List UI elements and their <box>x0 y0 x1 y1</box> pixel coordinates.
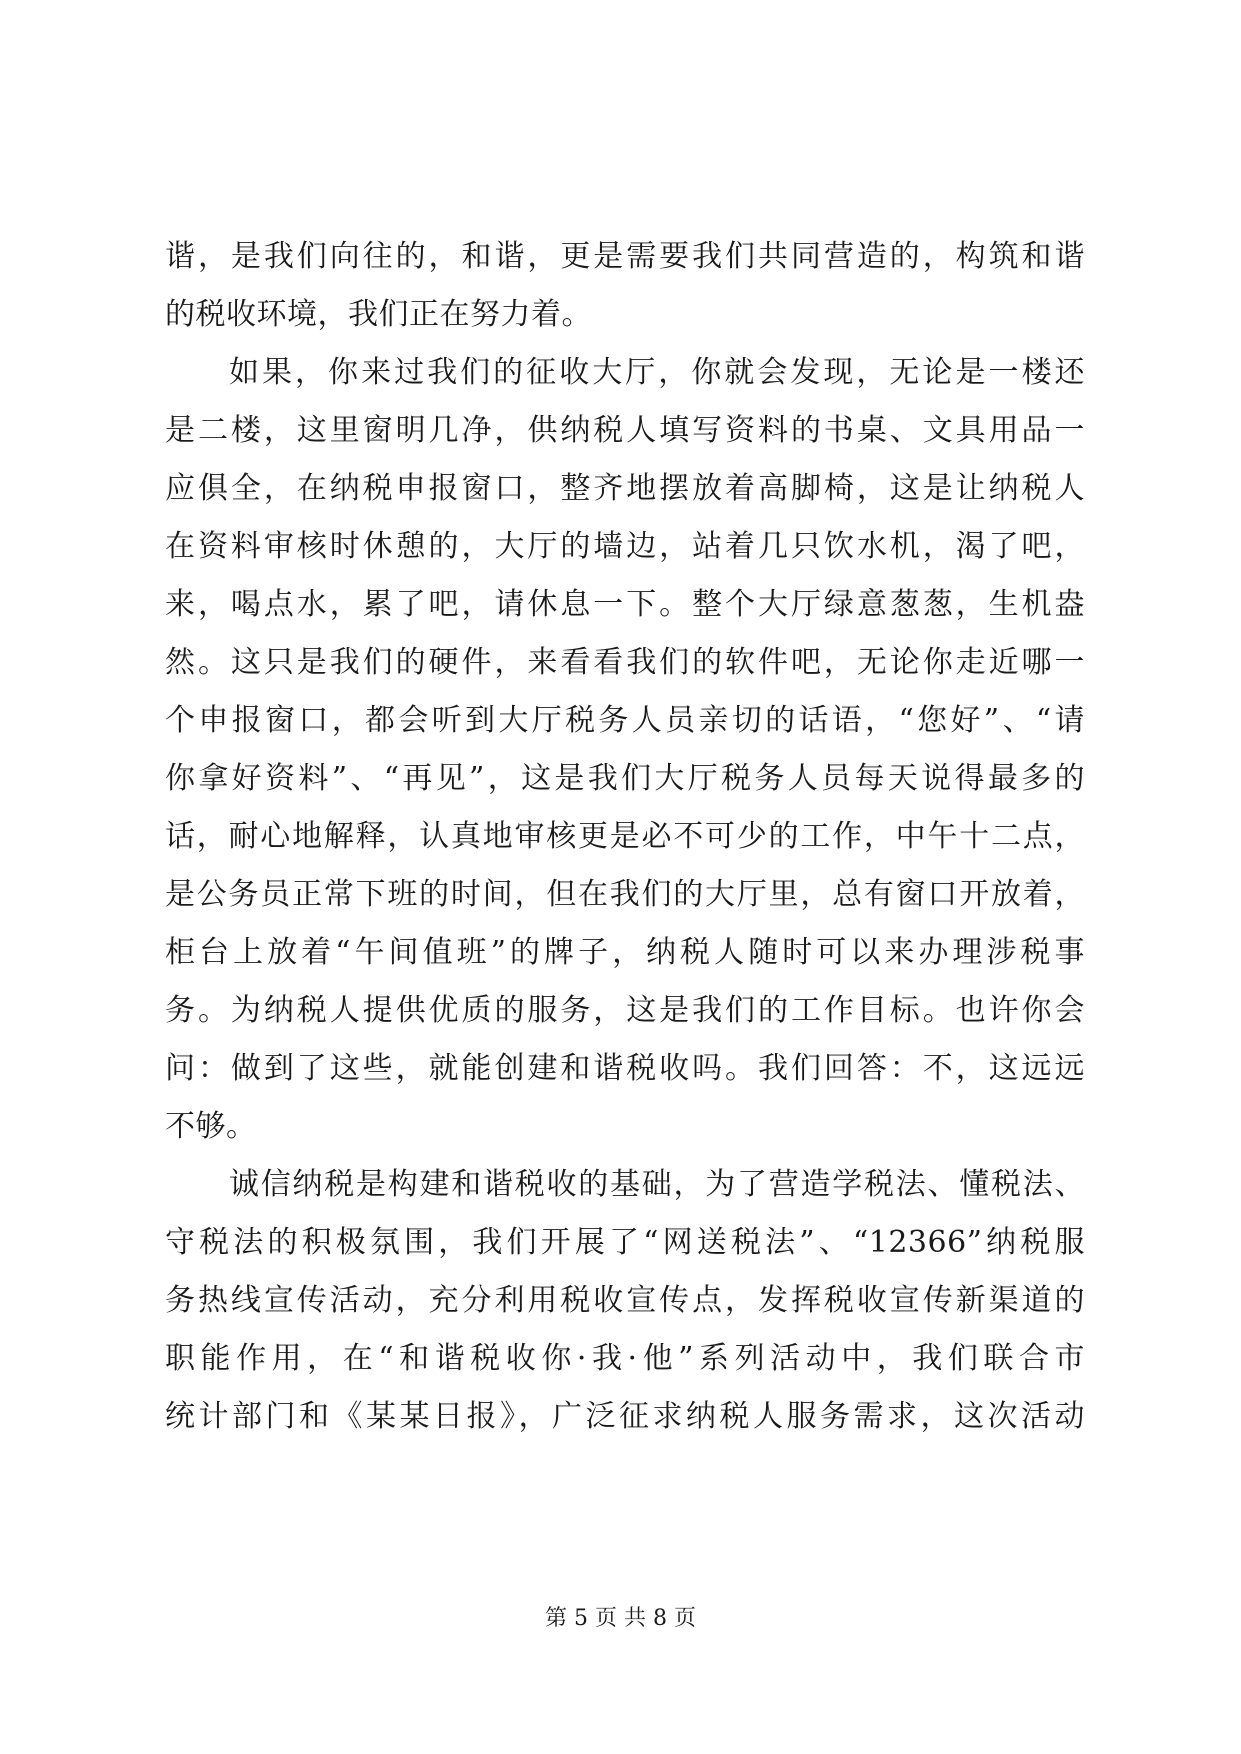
paragraph-1-line-2: 的税收环境，我们正在努力着。 <box>165 297 592 332</box>
paragraph-2-line-11: 柜台上放着“午间值班”的牌子，纳税人随时可以来办理涉税事 <box>165 935 1085 970</box>
paragraph-3-line-3: 务热线宣传活动，充分利用税收宣传点，发挥税收宣传新渠道的 <box>165 1283 1085 1318</box>
paragraph-2-line-8: 你拿好资料”、“再见”，这是我们大厅税务人员每天说得最多的 <box>165 761 1085 796</box>
page-number-footer: 第 5 页 共 8 页 <box>545 1606 696 1631</box>
paragraph-2-line-7: 个申报窗口，都会听到大厅税务人员亲切的话语，“您好”、“请 <box>165 703 1085 738</box>
paragraph-2-line-4: 在资料审核时休憩的，大厅的墙边，站着几只饮水机，渴了吧， <box>165 529 1085 564</box>
paragraph-2-line-12: 务。为纳税人提供优质的服务，这是我们的工作目标。也许你会 <box>165 993 1085 1028</box>
paragraph-3-line-2: 守税法的积极氛围，我们开展了“网送税法”、“12366”纳税服 <box>165 1225 1085 1260</box>
document-body <box>165 228 1085 1446</box>
paragraph-3-line-5: 统计部门和《某某日报》，广泛征求纳税人服务需求，这次活动 <box>165 1399 1085 1434</box>
paragraph-2-line-13: 问：做到了这些，就能创建和谐税收吗。我们回答：不，这远远 <box>165 1051 1085 1086</box>
paragraph-2-line-6: 然。这只是我们的硬件，来看看我们的软件吧，无论你走近哪一 <box>165 645 1085 680</box>
paragraph-2-line-5: 来，喝点水，累了吧，请休息一下。整个大厅绿意葱葱，生机盎 <box>165 587 1085 622</box>
paragraph-1-line-1: 谐，是我们向往的，和谐，更是需要我们共同营造的，构筑和谐 <box>165 239 1085 274</box>
paragraph-2-line-3: 应俱全，在纳税申报窗口，整齐地摆放着高脚椅，这是让纳税人 <box>165 471 1085 506</box>
paragraph-2-line-2: 是二楼，这里窗明几净，供纳税人填写资料的书桌、文具用品一 <box>165 413 1085 448</box>
paragraph-2-line-1: 如果，你来过我们的征收大厅，你就会发现，无论是一楼还 <box>229 355 1085 390</box>
paragraph-2-line-14: 不够。 <box>165 1109 257 1144</box>
paragraph-3-line-1: 诚信纳税是构建和谐税收的基础，为了营造学税法、懂税法、 <box>229 1167 1085 1202</box>
paragraph-2-line-9: 话，耐心地解释，认真地审核更是必不可少的工作，中午十二点， <box>165 819 1085 854</box>
paragraph-2-line-10: 是公务员正常下班的时间，但在我们的大厅里，总有窗口开放着， <box>165 877 1085 912</box>
paragraph-3-line-4: 职能作用，在“和谐税收你·我·他”系列活动中，我们联合市 <box>165 1341 1085 1376</box>
